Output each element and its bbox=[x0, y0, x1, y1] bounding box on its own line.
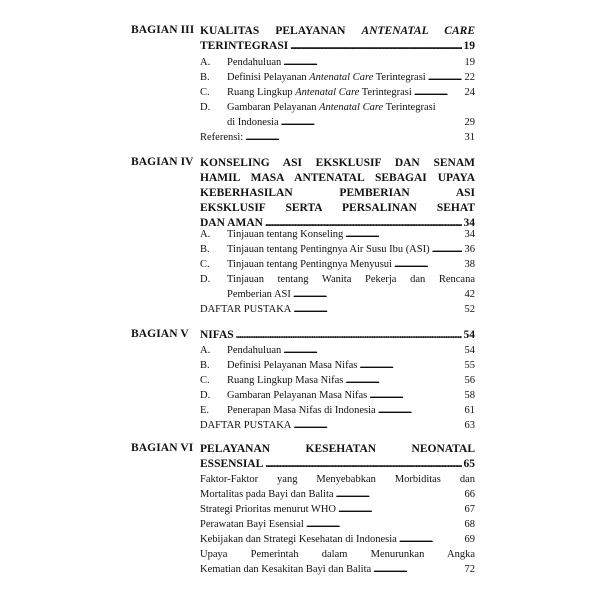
section-title-tail-text: ESSENSIAL bbox=[200, 458, 264, 470]
section-page-number: 65 bbox=[463, 458, 475, 470]
entry-text: Ruang Lingkup Antenatal Care Terintegrasi bbox=[227, 87, 412, 98]
entry-text: Gambaran Pelayanan Masa Nifas bbox=[227, 390, 368, 401]
entry-text: Tinjauan tentang Pentingnya Menyusui bbox=[227, 259, 392, 270]
entry-text: Penerapan Masa Nifas di Indonesia bbox=[227, 405, 376, 416]
entry-text-continued: Kematian dan Kesakitan Bayi dan Balita bbox=[200, 564, 372, 575]
section-label: BAGIAN IV bbox=[131, 156, 194, 168]
section-title-line: KUALITAS PELAYANAN ANTENATAL CARE bbox=[200, 25, 475, 37]
entry-letter: C. bbox=[200, 375, 210, 386]
section-title-tail bbox=[200, 328, 475, 343]
entry-text: Kebijakan dan Strategi Kesehatan di Indonesia bbox=[200, 534, 397, 545]
entry-text: DAFTAR PUSTAKA bbox=[200, 420, 292, 431]
entry-letter: B. bbox=[200, 244, 210, 255]
entry-page-number: 55 bbox=[464, 360, 475, 371]
toc-entry[interactable] bbox=[200, 403, 475, 418]
leader-dots bbox=[414, 88, 462, 99]
toc-entry[interactable] bbox=[200, 55, 475, 70]
entry-letter: E. bbox=[200, 405, 210, 416]
leader-dots bbox=[373, 565, 461, 576]
toc-entry[interactable] bbox=[200, 343, 475, 358]
entry-page-number: 61 bbox=[464, 405, 475, 416]
leader-dots bbox=[345, 230, 461, 241]
entry-page-number: 56 bbox=[464, 375, 475, 386]
leader-dots bbox=[293, 305, 461, 316]
toc-entry[interactable] bbox=[200, 257, 475, 272]
entry-letter: A. bbox=[200, 345, 211, 356]
entry-text: Strategi Prioritas menurut WHO bbox=[200, 504, 336, 515]
entry-letter: D. bbox=[200, 274, 211, 285]
toc-entry[interactable] bbox=[200, 242, 475, 257]
entry-text: Perawatan Bayi Esensial bbox=[200, 519, 304, 530]
leader-dots bbox=[338, 505, 462, 516]
entry-text: Tinjauan tentang Konseling bbox=[227, 229, 344, 240]
entry-page-number: 68 bbox=[464, 519, 475, 530]
entry-text-continued: di Indonesia bbox=[227, 117, 279, 128]
section-title-line: HAMIL MASA ANTENATAL SEBAGAI UPAYA bbox=[200, 172, 475, 184]
leader-dots bbox=[281, 118, 462, 129]
section-label: BAGIAN III bbox=[131, 24, 195, 36]
entry-text: Pendahuluan bbox=[227, 345, 282, 356]
entry-text: Faktor-Faktor yang Menyebabkan Morbiditas dan bbox=[200, 474, 475, 485]
entry-letter: B. bbox=[200, 360, 210, 371]
entry-page-number: 69 bbox=[464, 534, 475, 545]
entry-text-continued: Mortalitas pada Bayi dan Balita bbox=[200, 489, 334, 500]
entry-letter: C. bbox=[200, 87, 210, 98]
entry-page-number: 42 bbox=[464, 289, 475, 300]
leader-dots bbox=[245, 133, 461, 144]
entry-letter: C. bbox=[200, 259, 210, 270]
leader-dots bbox=[336, 490, 462, 501]
leader-dots bbox=[293, 290, 462, 301]
section-page-number: 34 bbox=[463, 217, 475, 229]
leader-dots bbox=[428, 73, 462, 84]
leader-dots bbox=[359, 361, 461, 372]
leader-dots bbox=[345, 376, 461, 387]
entry-page-number: 66 bbox=[464, 489, 475, 500]
toc-entry[interactable] bbox=[200, 418, 475, 433]
entry-text: Gambaran Pelayanan Antenatal Care Terintegrasi bbox=[227, 102, 436, 113]
entry-page-number: 19 bbox=[464, 57, 475, 68]
entry-text-continued: Pemberian ASI bbox=[227, 289, 291, 300]
entry-text: Definisi Pelayanan Antenatal Care Terintegrasi bbox=[227, 72, 426, 83]
toc-entry[interactable] bbox=[200, 547, 475, 577]
leader-dots bbox=[378, 406, 462, 417]
section-title-line: EKSKLUSIF SERTA PERSALINAN SEHAT bbox=[200, 202, 475, 214]
toc-entry[interactable] bbox=[200, 85, 475, 100]
entry-text: Referensi: bbox=[200, 132, 244, 143]
entry-text: Tinjauan tentang Pentingnya Air Susu Ibu (ASI) bbox=[227, 244, 430, 255]
leader-dots bbox=[283, 346, 461, 357]
entry-text: Pendahuluan bbox=[227, 57, 282, 68]
section-title-tail-text: NIFAS bbox=[200, 329, 234, 341]
section-title-line: PELAYANAN KESEHATAN NEONATAL bbox=[200, 443, 475, 455]
leader-dots bbox=[290, 41, 461, 53]
entry-page-number: 34 bbox=[464, 229, 475, 240]
section-title-tail-text: DAN AMAN bbox=[200, 217, 263, 229]
toc-entry[interactable] bbox=[200, 302, 475, 317]
entry-text: Tinjauan tentang Wanita Pekerja dan Rencana bbox=[227, 274, 475, 285]
section-title-line: KEBERHASILAN PEMBERIAN ASI bbox=[200, 187, 475, 199]
section-title bbox=[200, 24, 475, 54]
toc-entry[interactable] bbox=[200, 517, 475, 532]
leader-dots bbox=[369, 391, 461, 402]
toc-entry[interactable] bbox=[200, 532, 475, 547]
leader-dots bbox=[236, 330, 462, 342]
toc-entry[interactable] bbox=[200, 227, 475, 242]
toc-entry[interactable] bbox=[200, 472, 475, 502]
leader-dots bbox=[265, 459, 461, 471]
entry-page-number: 31 bbox=[464, 132, 475, 143]
toc-entry[interactable] bbox=[200, 100, 475, 130]
leader-dots bbox=[283, 58, 461, 69]
entry-page-number: 29 bbox=[464, 117, 475, 128]
entry-page-number: 52 bbox=[464, 304, 475, 315]
entry-letter: A. bbox=[200, 229, 211, 240]
entry-page-number: 36 bbox=[464, 244, 475, 255]
toc-entry[interactable] bbox=[200, 502, 475, 517]
toc-entry[interactable] bbox=[200, 70, 475, 85]
entry-text: Definisi Pelayanan Masa Nifas bbox=[227, 360, 358, 371]
entry-page-number: 72 bbox=[464, 564, 475, 575]
section-title bbox=[200, 156, 475, 231]
section-title-tail bbox=[200, 39, 475, 54]
section-title bbox=[200, 442, 475, 472]
entry-page-number: 38 bbox=[464, 259, 475, 270]
entry-page-number: 58 bbox=[464, 390, 475, 401]
toc-entry[interactable] bbox=[200, 358, 475, 373]
entry-letter: A. bbox=[200, 57, 211, 68]
section-title bbox=[200, 328, 475, 343]
leader-dots bbox=[293, 421, 461, 432]
toc-entry[interactable] bbox=[200, 373, 475, 388]
entry-text: Ruang Lingkup Masa Nifas bbox=[227, 375, 344, 386]
toc-entry[interactable] bbox=[200, 388, 475, 403]
section-label: BAGIAN VI bbox=[131, 442, 194, 454]
entry-text: DAFTAR PUSTAKA bbox=[200, 304, 292, 315]
leader-dots bbox=[399, 535, 462, 546]
entry-page-number: 63 bbox=[464, 420, 475, 431]
toc-entry[interactable] bbox=[200, 272, 475, 302]
entry-letter: D. bbox=[200, 102, 211, 113]
leader-dots bbox=[394, 260, 462, 271]
entry-letter: D. bbox=[200, 390, 211, 401]
entry-page-number: 24 bbox=[464, 87, 475, 98]
section-label: BAGIAN V bbox=[131, 328, 189, 340]
leader-dots bbox=[306, 520, 462, 531]
section-page-number: 54 bbox=[463, 329, 475, 341]
section-title-tail-text: TERINTEGRASI bbox=[200, 40, 289, 52]
entry-page-number: 67 bbox=[464, 504, 475, 515]
leader-dots bbox=[432, 245, 462, 256]
entry-page-number: 54 bbox=[464, 345, 475, 356]
entry-text: Upaya Pemerintah dalam Menurunkan Angka bbox=[200, 549, 475, 560]
section-title-tail bbox=[200, 457, 475, 472]
section-page-number: 19 bbox=[463, 40, 475, 52]
section-title-line: KONSELING ASI EKSKLUSIF DAN SENAM bbox=[200, 157, 475, 169]
entry-page-number: 22 bbox=[464, 72, 475, 83]
toc-entry[interactable] bbox=[200, 130, 475, 145]
entry-letter: B. bbox=[200, 72, 210, 83]
